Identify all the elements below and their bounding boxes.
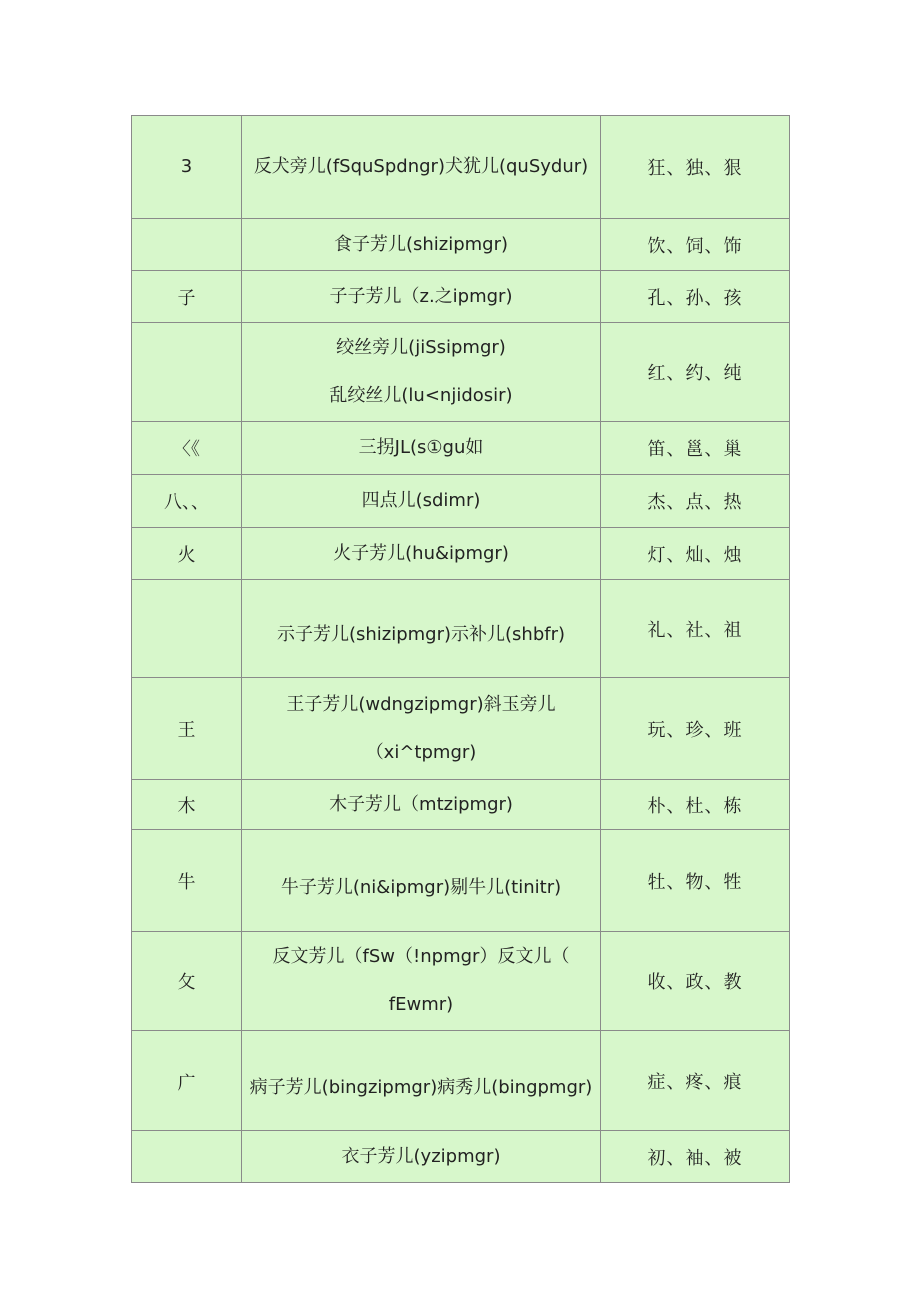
table-row [132,678,790,780]
examples-cell: 玩、珍、班 [601,678,790,780]
table-row [132,780,790,830]
table-row [132,475,790,528]
name-cell: 病子芳儿(bingzipmgr)病秀儿(bingpmgr) [242,1031,601,1131]
name-cell: 三拐JL(s①gu如 [242,422,601,475]
examples-cell: 症、疼、痕 [601,1031,790,1131]
table-row [132,1031,790,1131]
examples-cell: 朴、杜、栋 [601,780,790,830]
radical-cell: 王 [132,678,242,780]
examples-cell: 灯、灿、烛 [601,528,790,580]
examples-cell: 收、政、教 [601,932,790,1031]
examples-cell: 饮、饲、饰 [601,219,790,271]
table-row [132,580,790,678]
table-row [132,219,790,271]
radical-cell: 木 [132,780,242,830]
table-row [132,1131,790,1183]
examples-cell: 礼、社、祖 [601,580,790,678]
name-cell: 绞丝旁儿(jiSsipmgr) 乱绞丝儿(lu<njidosir) [242,323,601,422]
examples-cell: 狂、独、狠 [601,116,790,219]
table-row [132,528,790,580]
radical-cell: 八、、 [132,475,242,528]
examples-cell: 笛、邕、巢 [601,422,790,475]
table-row [132,323,790,422]
radical-cell: 牛 [132,830,242,932]
radical-cell: 火 [132,528,242,580]
examples-cell: 红、约、纯 [601,323,790,422]
radical-table [131,115,790,1183]
examples-cell: 初、袖、被 [601,1131,790,1183]
radical-cell: 广 [132,1031,242,1131]
radical-cell [132,1131,242,1183]
table-row [132,932,790,1031]
name-cell: 牛子芳儿(ni&ipmgr)剔牛儿(tinitr) [242,830,601,932]
name-cell: 四点儿(sdimr) [242,475,601,528]
name-cell: 反文芳儿（fSw（!npmgr）反文儿（ fEwmr) [242,932,601,1031]
radical-cell [132,219,242,271]
examples-cell: 牡、物、牲 [601,830,790,932]
table-row [132,422,790,475]
name-cell: 反犬旁儿(fSquSpdngr)犬犹儿(quSydur) [242,116,601,219]
table-row [132,271,790,323]
name-cell: 衣子芳儿(yzipmgr) [242,1131,601,1183]
radical-cell: 子 [132,271,242,323]
radical-cell: 攵 [132,932,242,1031]
examples-cell: 杰、点、热 [601,475,790,528]
examples-cell: 孔、孙、孩 [601,271,790,323]
radical-cell [132,323,242,422]
name-cell: 示子芳儿(shizipmgr)示补儿(shbfr) [242,580,601,678]
table-row [132,830,790,932]
table-row [132,116,790,219]
radical-cell: 3 [132,116,242,219]
radical-cell: 〈《 [132,422,242,475]
name-cell: 子子芳儿（z.之ipmgr) [242,271,601,323]
name-cell: 火子芳儿(hu&ipmgr) [242,528,601,580]
name-cell: 王子芳儿(wdngzipmgr)斜玉旁儿 （xi^tpmgr) [242,678,601,780]
radical-cell [132,580,242,678]
name-cell: 木子芳儿（mtzipmgr) [242,780,601,830]
name-cell: 食子芳儿(shizipmgr) [242,219,601,271]
